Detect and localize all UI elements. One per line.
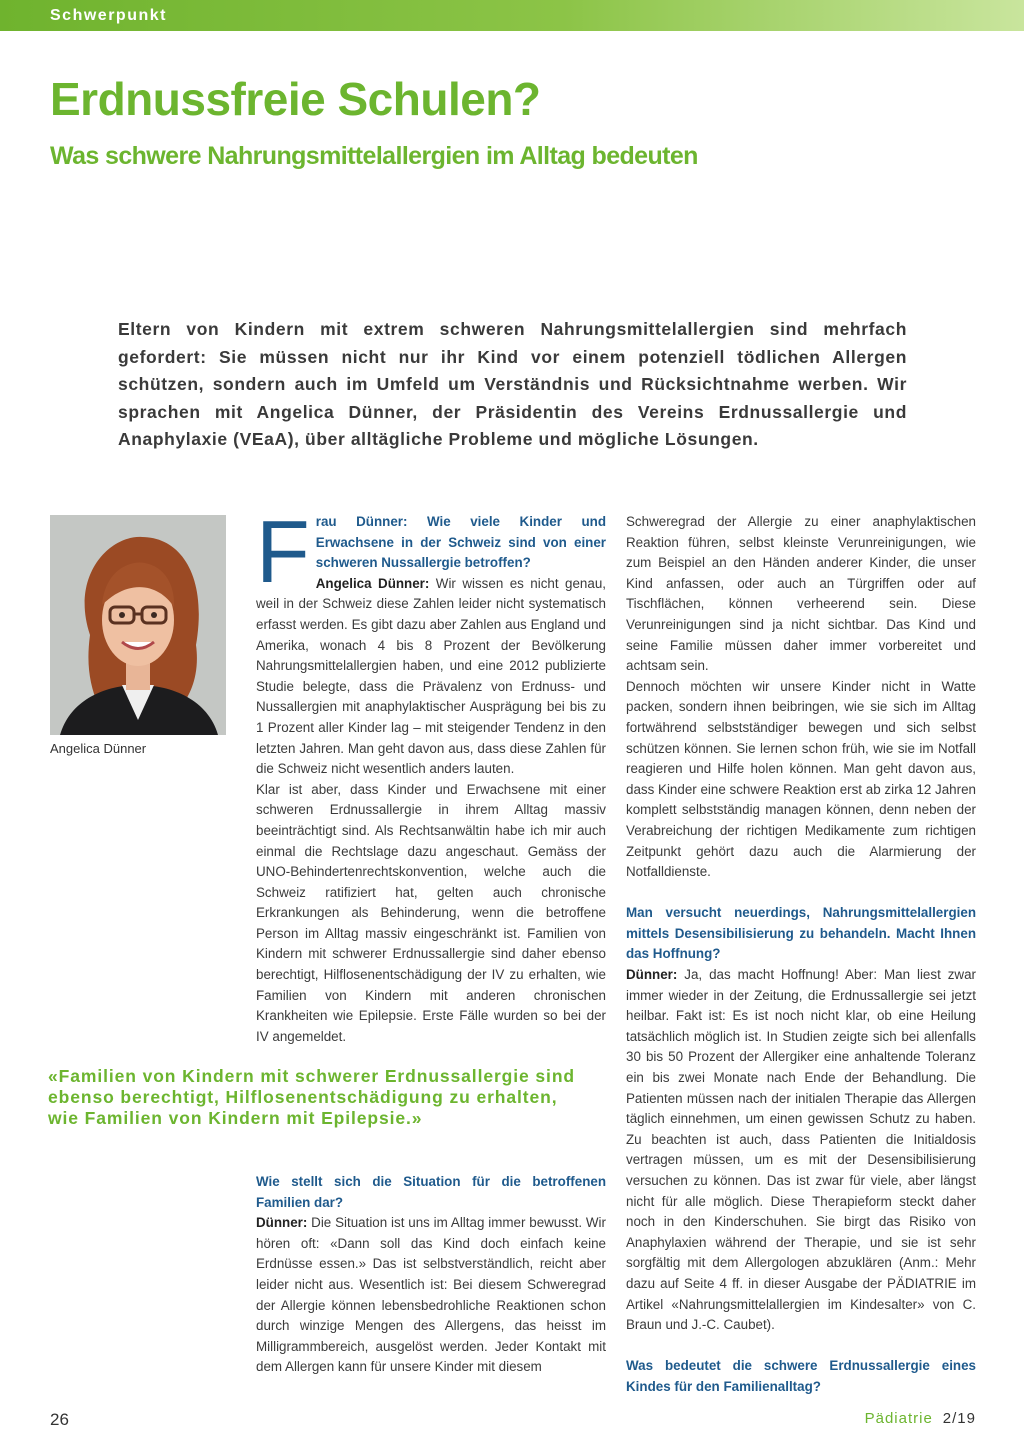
column-left-lower [256,1172,606,1378]
question-4: Was bedeutet die schwere Erdnussallergie eines Kindes für den Familienalltag? [626,1358,976,1394]
answer-1-paragraph-2: Klar ist aber, dass Kinder und Erwachsene mit einer schweren Erdnussallergie in ihrem Alltag massiv beeinträchtigt sind. Als Rechtsanwältin habe ich mir auch einmal die Rechtslage dazu angeschaut. Gemäss der UNO-Behindertenrechtskonvention, welche auch die Schweiz ratifiziert hat, gelten auch chronische Erkrankungen als Behinderung, wenn die betroffene Person im Alltag massiv eingeschränkt ist. Familien von Kindern mit schwerer Erdnussallergie sind daher ebenso berechtigt, Hilflosenentschädigung der IV zu erhalten, wie Familien von Kindern mit anderen chronischen Krankheiten wie Epilepsie. Erste Fälle wurden so bei der IV angemeldet. [256,781,606,1044]
column-left-upper [256,502,606,1047]
question-2: Wie stellt sich die Situation für die betroffenen Familien dar? [256,1174,606,1210]
answer-3-text: Ja, das macht Hoffnung! Aber: Man liest zwar immer wieder in der Zeitung, die Erdnussallergie sei jetzt heilbar. Fakt ist: Es ist noch nicht klar, ob eine Heilung tatsächlich möglich ist. In Studien zeigte sich bei allenfalls 30 bis 50 Prozent der Allergiker eine anhaltende Toleranz ein bis zwei Monate nach Ende der Behandlung. Die Patienten müssen nach der initialen Therapie das Allergen täglich einnehmen, um einen gewissen Schutz zu haben. Zu beachten ist auch, dass Patienten die Initialdosis vertragen müssen, um es mit der Desensibilisierung versuchen zu können. Das ist zwar für viele, aber längst nicht für alle möglich. Diese Therapieform steckt daher noch in den Kinderschuhen. Sie birgt das Risiko von Anaphylaxien während der Therapie, und sie ist sehr sorgfältig mit dem Allergologen abzuklären (Anm.: Mehr dazu auf Seite 4 ff. in dieser Ausgabe der PÄDIATRIE im Artikel «Nahrungsmittelallergien im Kindesalter» von C. Braun und J.-C. Caubet). [626,967,976,1333]
article-subtitle: Was schwere Nahrungsmittelallergien im Alltag bedeuten [50,142,698,170]
answer-2-text: Die Situation ist uns im Alltag immer bewusst. Wir hören oft: «Dann soll das Kind doch einfach keine Erdnüsse essen.» Das ist selbstverständlich, reicht aber leider nicht aus. Wesentlich ist: Bei diesem Schweregrad der Allergie können lebensbedrohliche Reaktionen schon durch winzige Mengen des Allergens, das heisst im Milligrammbereich, ausgelöst werden. Jeder Kontakt mit dem Allergen kann für unsere Kinder mit diesem [256,1215,606,1375]
question-3: Man versucht neuerdings, Nahrungsmittelallergien mittels Desensibilisierung zu behandeln. Macht Ihnen das Hoffnung? [626,905,976,962]
section-header-bar [0,0,1024,31]
column-right [626,512,976,1398]
answer-2-paragraph-2: Dennoch möchten wir unsere Kinder nicht in Watte packen, sondern ihnen beibringen, wie sie sich im Alltag fortwährend selbstständiger bewegen und sich selbst schützen können. Sie lernen schon früh, wie sie im Notfall reagieren und Hilfe holen können. Man geht davon aus, dass Kinder eine schwere Reaktion erst ab zirka 12 Jahren komplett selbstständig managen können, denn neben der Verabreichung der richtigen Medikamente zum richtigen Zeitpunkt gehört dazu auch die Alarmierung der Notfalldienste. [626,678,976,880]
speaker-name: Dünner: [256,1215,308,1231]
question-1: rau Dünner: Wie viele Kinder und Erwachsene in der Schweiz sind von einer schweren Nussallergie betroffen? [315,514,606,571]
article-title: Erdnussfreie Schulen? [50,73,541,125]
answer-2-continued: Schweregrad der Allergie zu einer anaphylaktischen Reaktion führen, selbst kleinste Verunreinigungen, wie zum Beispiel an den Händen anderer Kinder, die unser Kind anfassen, oder auch an Türgriffen oder auf Tischflächen, können verheerend sein. Diese Verunreinigungen sind ja nicht sichtbar. Das Kind und seine Familie müssen daher immer vorbereitet und achtsam sein. [626,514,976,674]
paragraph-spacer [626,1336,976,1357]
issue-number: 2/19 [942,1410,976,1427]
page-number: 26 [50,1410,69,1429]
pull-quote: «Familien von Kindern mit schwerer Erdnussallergie sind ebenso berechtigt, Hilflosenentschädigung zu erhalten, wie Familien von Kindern mit Epilepsie.» [48,1066,575,1128]
lead-paragraph: Eltern von Kindern mit extrem schweren Nahrungsmittelallergien sind mehrfach gefordert: Sie müssen nicht nur ihr Kind vor einem potenziell tödlichen Allergen schützen, sondern auch im Umfeld um Verständnis und Rücksichtnahme werben. Wir sprachen mit Angelica Dünner, der Präsidentin des Vereins Erdnussallergie und Anaphylaxie (VEaA), über alltägliche Probleme und mögliche Lösungen. [118,319,907,449]
answer-1-text: Wir wissen es nicht genau, weil in der Schweiz diese Zahlen leider nicht systematisch erfasst werden. Es gibt dazu aber Zahlen aus England und Amerika, wonach 4 bis 8 Prozent der Bevölkerung Nahrungsmittelallergien haben, und eine 2012 publizierte Studie belegte, dass die Prävalenz von Erdnuss- und Nussallergien mit anaphylaktischer Ausprägung bei bis zu 1 Prozent aller Kinder lag – mit steigender Tendenz in den letzten Jahren. Man geht davon aus, dass diese Zahlen für die Schweiz nicht wesentlich anders lauten. [256,575,606,777]
paragraph-spacer [626,883,976,904]
drop-cap: F [256,502,310,601]
speaker-name: Dünner: [626,967,678,983]
footer-publication [865,1410,976,1427]
magazine-name: Pädiatrie [864,1410,933,1427]
section-label: Schwerpunkt [50,7,167,24]
portrait-photo [50,515,226,735]
portrait-illustration [50,515,226,735]
photo-caption: Angelica Dünner [50,741,147,756]
speaker-name: Angelica Dünner: [315,575,430,591]
